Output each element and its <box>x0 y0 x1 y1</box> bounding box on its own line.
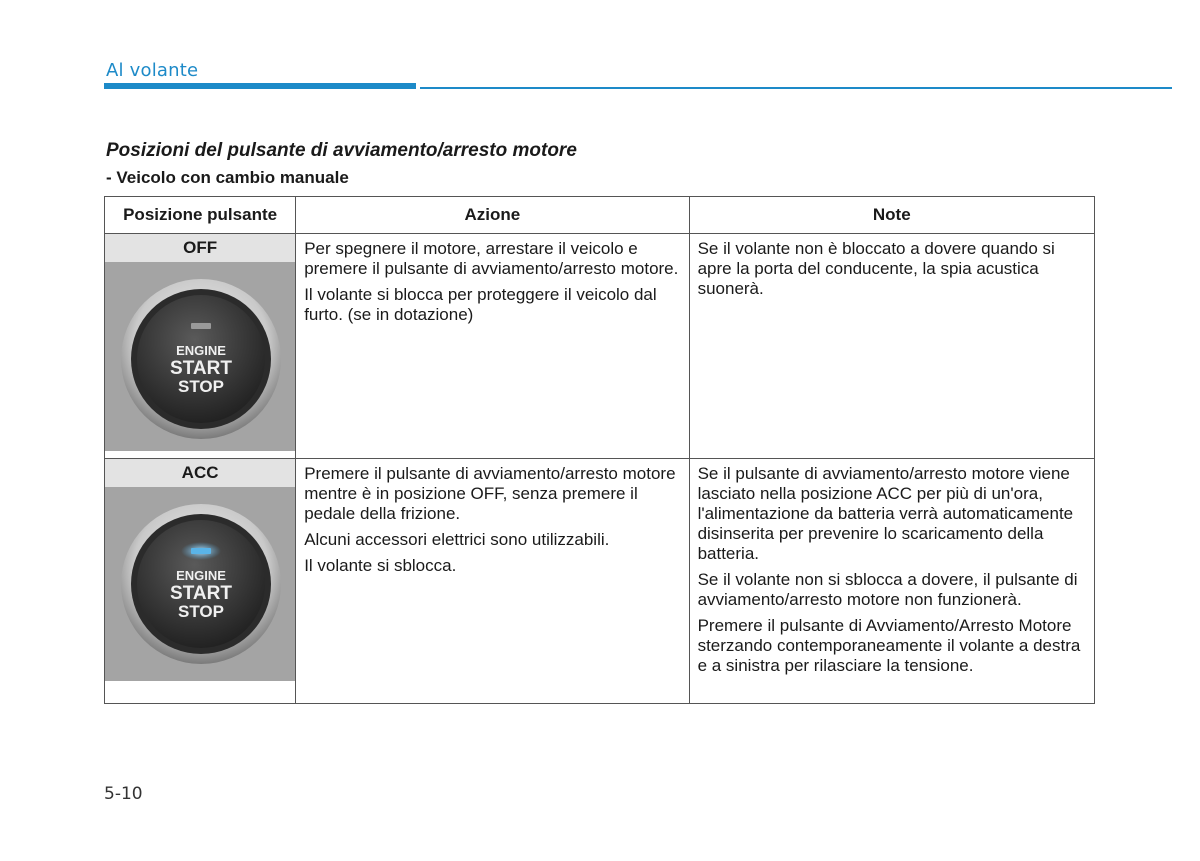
section-title: Al volante <box>106 60 199 81</box>
action-cell <box>296 234 689 459</box>
position-label: ACC <box>105 459 295 487</box>
notes-text: Se il pulsante di avviamento/arresto motore viene lasciato nella posizione ACC per più di un'ora, l'alimentazione da batteria verrà automaticamente disinserita per prevenire lo scaricamento della batteria. <box>697 464 1074 563</box>
button-text-engine: ENGINE <box>176 568 226 583</box>
action-cell <box>296 459 689 704</box>
page-number: 5-10 <box>104 784 143 804</box>
action-text: Il volante si blocca per proteggere il veicolo dal furto. (se in dotazione) <box>304 285 657 324</box>
action-text: Alcuni accessori elettrici sono utilizzabili. <box>304 530 610 549</box>
engine-start-stop-button-icon <box>115 267 285 447</box>
notes-text: Se il volante non è bloccato a dovere quando si apre la porta del conducente, la spia acustica suonerà. <box>697 239 1055 298</box>
position-cell <box>105 459 296 704</box>
button-text-start: START <box>170 358 232 379</box>
button-text-engine: ENGINE <box>176 343 226 358</box>
notes-cell <box>689 459 1094 704</box>
action-text: Per spegnere il motore, arrestare il veicolo e premere il pulsante di avviamento/arresto motore. <box>304 239 679 278</box>
notes-text: Premere il pulsante di Avviamento/Arresto Motore sterzando contemporaneamente il volante a destra e a sinistra per rilasciare la tensione. <box>697 616 1081 675</box>
header-rule-thin <box>420 87 1172 89</box>
button-text-start: START <box>170 583 232 604</box>
header-action: Azione <box>296 197 689 234</box>
engine-button-acc-image <box>105 487 295 681</box>
table-row <box>105 459 1095 704</box>
button-text-stop: STOP <box>178 377 224 396</box>
page-subheading: - Veicolo con cambio manuale <box>106 168 349 187</box>
notes-text: Se il volante non si sblocca a dovere, il pulsante di avviamento/arresto motore non funzionerà. <box>697 570 1078 609</box>
table-row <box>105 234 1095 459</box>
indicator-light-acc <box>191 548 211 554</box>
action-text: Premere il pulsante di avviamento/arresto motore mentre è in posizione OFF, senza premere il pedale della frizione. <box>304 464 676 523</box>
page-heading: Posizioni del pulsante di avviamento/arresto motore <box>106 140 577 161</box>
engine-button-off-image <box>105 262 295 451</box>
button-positions-table <box>104 196 1095 704</box>
header-position: Posizione pulsante <box>105 197 296 234</box>
position-cell <box>105 234 296 459</box>
notes-cell <box>689 234 1094 459</box>
header-rule-thick <box>104 83 416 89</box>
action-text: Il volante si sblocca. <box>304 556 457 575</box>
indicator-light-off <box>191 323 211 329</box>
button-text-stop: STOP <box>178 602 224 621</box>
engine-start-stop-button-icon <box>115 492 285 672</box>
table-header-row <box>105 197 1095 234</box>
position-label: OFF <box>105 234 295 262</box>
header-notes: Note <box>689 197 1094 234</box>
